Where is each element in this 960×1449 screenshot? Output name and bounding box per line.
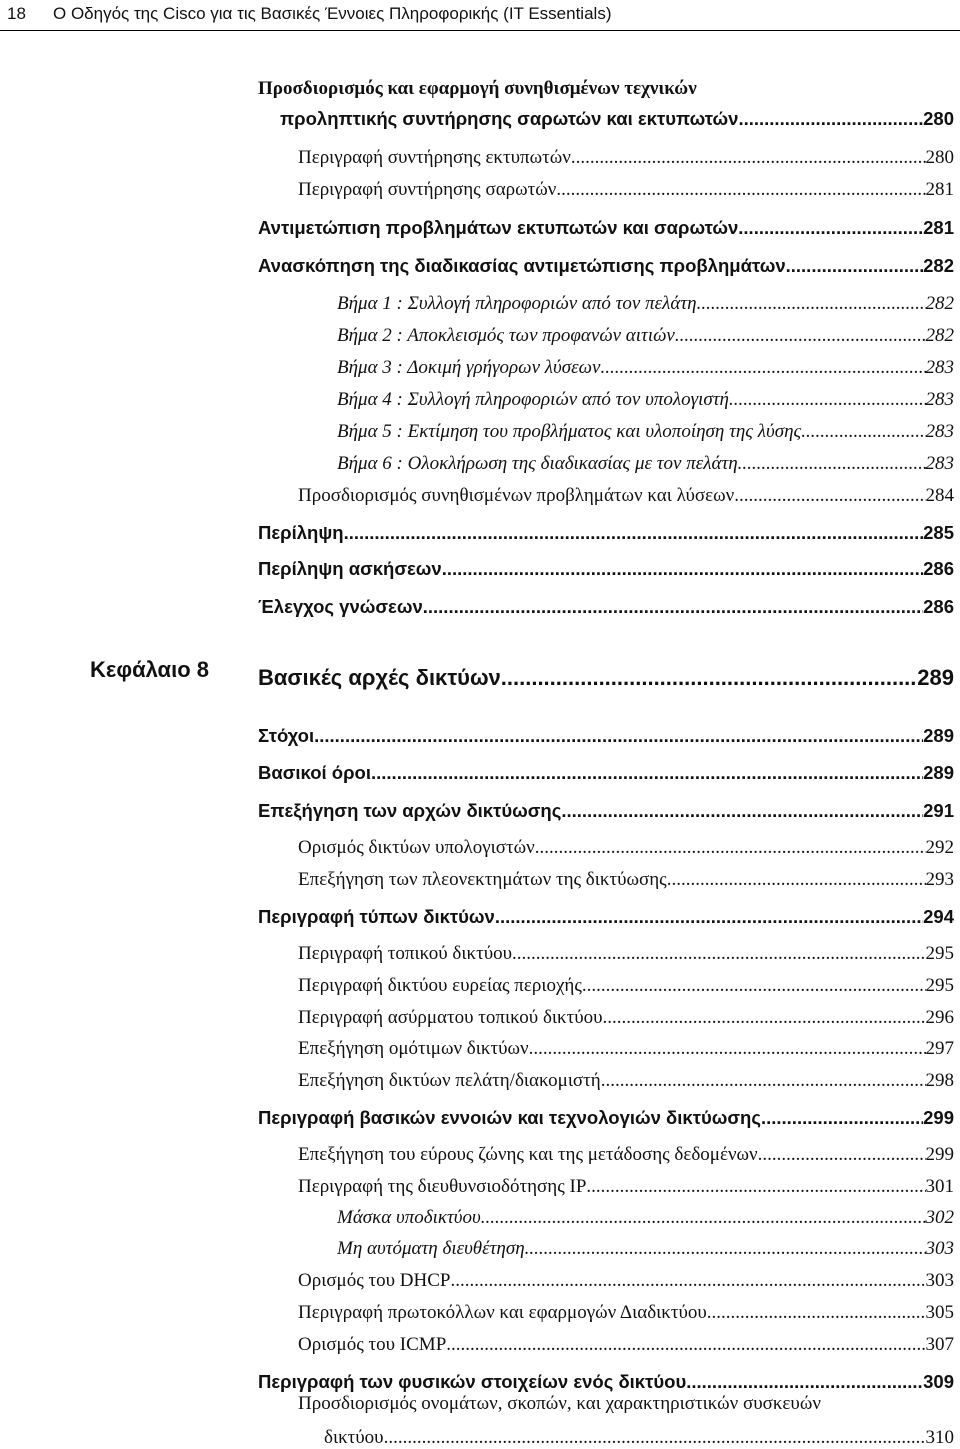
toc-entry-title: Περιγραφή δικτύου ευρείας περιοχής — [298, 975, 582, 996]
toc-dot-leader — [451, 1270, 926, 1292]
toc-dot-leader — [801, 421, 925, 443]
toc-entry[interactable] — [280, 100, 954, 130]
toc-entry-title: Περιγραφή βασικών εννοιών και τεχνολογιών δικτύωσης — [258, 1107, 761, 1128]
toc-entry-title: Προσδιορισμός συνηθισμένων προβλημάτων και λύσεων — [298, 485, 735, 506]
toc-dot-leader — [738, 108, 923, 130]
toc-entry[interactable] — [258, 247, 954, 277]
toc-dot-leader — [667, 869, 926, 891]
toc-entry-page: 303 — [925, 1270, 954, 1291]
toc-entry[interactable] — [337, 445, 954, 475]
toc-entry-page: 310 — [925, 1427, 954, 1448]
toc-entry-title: Βήμα 4 : Συλλογή πληροφοριών από τον υπολογιστή — [337, 389, 729, 410]
toc-entry-title: Περιγραφή πρωτοκόλλων και εφαρμογών Διαδικτύου — [298, 1302, 707, 1323]
toc-dot-leader — [423, 596, 923, 618]
toc-dot-leader — [512, 943, 925, 965]
toc-entry[interactable] — [258, 1363, 954, 1393]
toc-dot-leader — [600, 357, 925, 379]
toc-entry-page: 289 — [923, 762, 954, 783]
toc-dot-leader — [738, 217, 923, 239]
toc-entry-page: 301 — [925, 1176, 954, 1197]
toc-entry-page: 295 — [925, 975, 954, 996]
toc-dot-leader — [686, 1371, 923, 1393]
book-title: Ο Οδηγός της Cisco για τις Βασικές Έννοιες Πληροφορικής (IT Essentials) — [53, 4, 612, 23]
toc-entry-page: 291 — [923, 800, 954, 821]
toc-entry[interactable] — [298, 1030, 954, 1060]
toc-entry-page: 281 — [925, 179, 954, 200]
toc-entry-page: 289 — [923, 725, 954, 746]
toc-entry-page: 283 — [925, 421, 954, 442]
toc-dot-leader — [495, 906, 923, 928]
toc-dot-leader — [729, 389, 926, 411]
toc-dot-leader — [525, 1238, 926, 1260]
toc-entry[interactable] — [298, 861, 954, 891]
toc-entry-page: 299 — [925, 1144, 954, 1165]
toc-entry[interactable] — [337, 1199, 954, 1229]
toc-entry-page: 305 — [925, 1302, 954, 1323]
toc-entry[interactable] — [258, 717, 954, 747]
toc-entry-title: Επεξήγηση των πλεονεκτημάτων της δικτύωσης — [298, 869, 667, 890]
toc-dot-leader — [734, 485, 925, 507]
toc-entry-page: 281 — [923, 217, 954, 238]
toc-dot-leader — [675, 325, 926, 347]
toc-entry-title: Περιγραφή συντήρησης εκτυπωτών — [298, 147, 571, 168]
toc-entry-page: 294 — [923, 906, 954, 927]
toc-entry[interactable] — [298, 935, 954, 965]
toc-entry-title: δικτύου — [324, 1427, 384, 1448]
toc-entry-title: Ανασκόπηση της διαδικασίας αντιμετώπισης προβλημάτων — [258, 255, 786, 276]
toc-entry-page: 283 — [925, 357, 954, 378]
toc-dot-leader — [384, 1427, 926, 1449]
toc-entry-page: 289 — [917, 665, 954, 690]
toc-dot-leader — [481, 1207, 926, 1229]
toc-entry[interactable] — [324, 1420, 954, 1449]
toc-entry-title: Βήμα 2 : Αποκλεισμός των προφανών αιτιών — [337, 325, 675, 346]
toc-dot-leader — [442, 558, 923, 580]
toc-entry-page: 296 — [925, 1007, 954, 1028]
toc-entry-page: 280 — [923, 108, 954, 129]
toc-dot-leader — [738, 453, 926, 475]
toc-entry[interactable] — [337, 349, 954, 379]
toc-entry[interactable] — [337, 381, 954, 411]
toc-entry[interactable] — [258, 898, 954, 928]
toc-entry-title: Ορισμός του ICMP — [298, 1334, 447, 1355]
toc-entry-page: 295 — [925, 943, 954, 964]
toc-entry-title: Περιγραφή ασύρματου τοπικού δικτύου — [298, 1007, 603, 1028]
toc-entry-page: 286 — [923, 558, 954, 579]
toc-entry-page: 293 — [925, 869, 954, 890]
toc-entry-page: 285 — [923, 522, 954, 543]
toc-entry-title: Επεξήγηση των αρχών δικτύωσης — [258, 800, 562, 821]
toc-entry-page: 292 — [925, 837, 954, 858]
toc-entry[interactable] — [298, 1294, 954, 1324]
toc-entry[interactable] — [298, 829, 954, 859]
toc-entry-first-line: Προσδιορισμός ονομάτων, σκοπών, και χαρακτηριστικών συσκευών — [298, 1393, 821, 1414]
toc-entry-page: 284 — [925, 485, 954, 506]
toc-dot-leader — [535, 837, 926, 859]
toc-entry-title: Επεξήγηση του εύρους ζώνης και της μετάδοσης δεδομένων — [298, 1144, 758, 1165]
toc-entry[interactable] — [258, 209, 954, 239]
toc-entry[interactable] — [298, 1168, 954, 1198]
toc-entry[interactable] — [298, 1062, 954, 1092]
toc-entry[interactable] — [337, 317, 954, 347]
toc-dot-leader — [586, 1176, 925, 1198]
toc-entry-page: 302 — [925, 1207, 954, 1228]
toc-entry-page: 307 — [925, 1334, 954, 1355]
toc-entry[interactable] — [298, 171, 954, 201]
toc-entry-title: Περιγραφή των φυσικών στοιχείων ενός δικτύου — [258, 1371, 687, 1392]
toc-dot-leader — [501, 665, 918, 691]
toc-dot-leader — [603, 1007, 926, 1029]
toc-entry[interactable] — [298, 999, 954, 1029]
toc-dot-leader — [344, 522, 924, 544]
toc-entry-title: Αντιμετώπιση προβλημάτων εκτυπωτών και σαρωτών — [258, 217, 739, 238]
toc-entry-title: Μάσκα υποδικτύου — [337, 1207, 481, 1228]
toc-entry-page: 283 — [925, 389, 954, 410]
toc-entry[interactable] — [258, 1099, 954, 1129]
toc-entry-title: Ορισμός δικτύων υπολογιστών — [298, 837, 535, 858]
toc-entry-title: Στόχοι — [258, 725, 315, 746]
toc-entry-title: Βήμα 3 : Δοκιμή γρήγορων λύσεων — [337, 357, 601, 378]
toc-entry-title: Βήμα 1 : Συλλογή πληροφοριών από τον πελάτη — [337, 293, 697, 314]
header-rule — [0, 30, 960, 31]
toc-dot-leader — [601, 1070, 926, 1092]
page-number: 18 — [7, 4, 26, 23]
toc-entry-title: Μη αυτόματη διευθέτηση — [337, 1238, 525, 1259]
toc-entry-title: Περιγραφή τοπικού δικτύου — [298, 943, 513, 964]
toc-entry[interactable] — [258, 792, 954, 822]
toc-dot-leader — [707, 1302, 926, 1324]
toc-entry[interactable] — [258, 588, 954, 618]
toc-dot-leader — [446, 1334, 925, 1356]
toc-entry-page: 303 — [925, 1238, 954, 1259]
toc-dot-leader — [561, 800, 923, 822]
toc-entry-page: 282 — [925, 325, 954, 346]
toc-dot-leader — [314, 725, 923, 747]
toc-entry-title: Περιγραφή τύπων δικτύων — [258, 906, 495, 927]
toc-entry[interactable] — [298, 1326, 954, 1356]
toc-dot-leader — [786, 255, 924, 277]
toc-dot-leader — [571, 147, 926, 169]
toc-dot-leader — [582, 975, 926, 997]
toc-dot-leader — [371, 762, 923, 784]
toc-entry-title: Επεξήγηση δικτύων πελάτη/διακομιστή — [298, 1070, 601, 1091]
toc-dot-leader — [758, 1144, 926, 1166]
toc-chapter-entry[interactable] — [258, 657, 954, 691]
toc-entry-page: 282 — [925, 293, 954, 314]
toc-entry[interactable] — [298, 1136, 954, 1166]
toc-entry[interactable] — [337, 285, 954, 315]
toc-entry[interactable] — [298, 1262, 954, 1292]
toc-entry-title: Βασικοί όροι — [258, 762, 371, 783]
chapter-label: Κεφάλαιο 8 — [90, 657, 209, 682]
toc-entry[interactable] — [298, 139, 954, 169]
toc-entry-page: 280 — [925, 147, 954, 168]
toc-entry-page: 297 — [925, 1038, 954, 1059]
toc-entry-page: 283 — [925, 453, 954, 474]
toc-entry-title: Ορισμός του DHCP — [298, 1270, 451, 1291]
toc-dot-leader — [529, 1038, 926, 1060]
toc-entry[interactable] — [337, 1230, 954, 1260]
toc-entry-page: 309 — [923, 1371, 954, 1392]
toc-entry-title: Επεξήγηση ομότιμων δικτύων — [298, 1038, 529, 1059]
toc-entry[interactable] — [298, 477, 954, 507]
toc-dot-leader — [556, 179, 925, 201]
toc-entry-page: 298 — [925, 1070, 954, 1091]
toc-entry[interactable] — [258, 550, 954, 580]
toc-dot-leader — [697, 293, 926, 315]
toc-dot-leader — [761, 1107, 923, 1129]
toc-entry-continued-title: Προσδιορισμός και εφαρμογή συνηθισμένων τεχνικών — [258, 78, 697, 99]
toc-entry[interactable] — [258, 754, 954, 784]
toc-entry-page: 299 — [923, 1107, 954, 1128]
toc-entry-page: 286 — [923, 596, 954, 617]
toc-entry-title: Βήμα 6 : Ολοκλήρωση της διαδικασίας με τον πελάτη — [337, 453, 738, 474]
toc-entry-title: Περίληψη ασκήσεων — [258, 558, 442, 579]
toc-entry[interactable] — [298, 967, 954, 997]
toc-entry-title: Βήμα 5 : Εκτίμηση του προβλήματος και υλοποίηση της λύσης — [337, 421, 802, 442]
toc-entry-title: Βασικές αρχές δικτύων — [258, 665, 501, 690]
toc-entry[interactable] — [258, 514, 954, 544]
toc-entry[interactable] — [337, 413, 954, 443]
page-header — [0, 0, 960, 32]
toc-entry-title: προληπτικής συντήρησης σαρωτών και εκτυπωτών — [280, 108, 739, 129]
toc-entry-title: Έλεγχος γνώσεων — [258, 596, 423, 617]
toc-entry-page: 282 — [923, 255, 954, 276]
toc-entry-title: Περιγραφή της διευθυνσιοδότησης IP — [298, 1176, 587, 1197]
toc-entry-title: Περίληψη — [258, 522, 344, 543]
toc-entry-title: Περιγραφή συντήρησης σαρωτών — [298, 179, 557, 200]
